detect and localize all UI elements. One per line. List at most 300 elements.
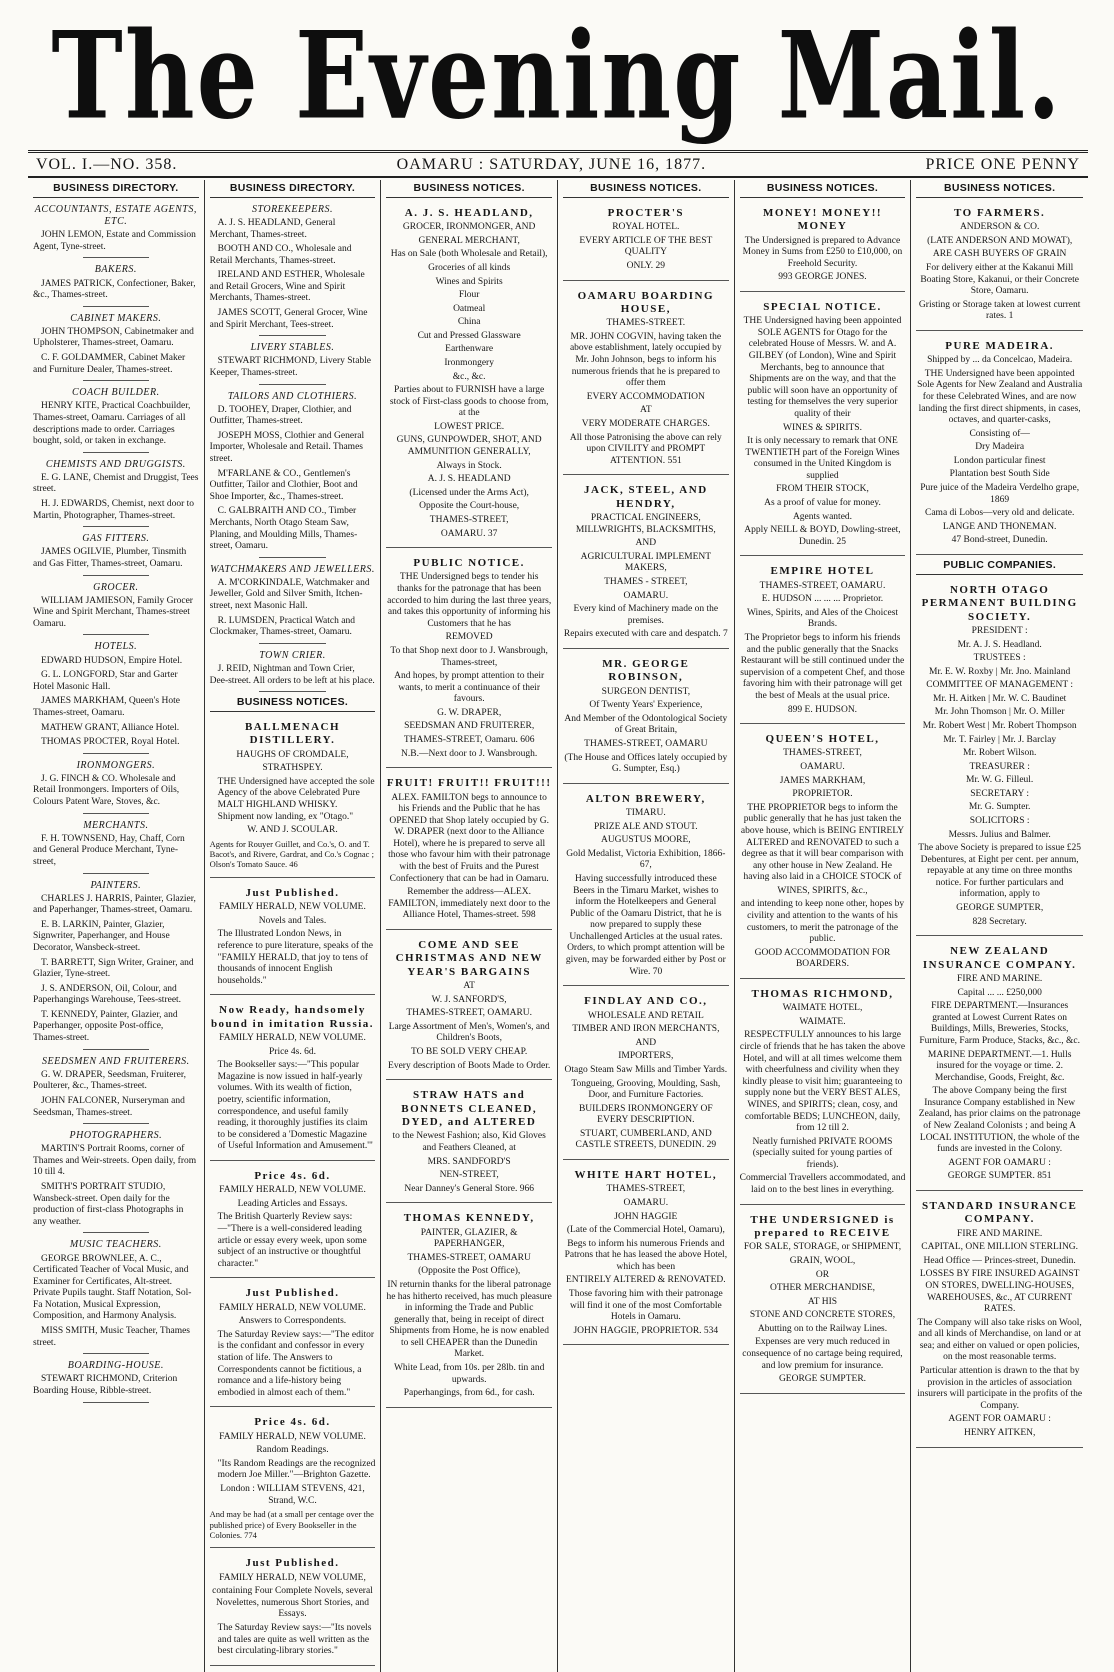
advertisement-line: JOHN HAGGIE	[614, 1211, 678, 1222]
company-notice-line: FIRE AND MARINE.	[957, 1228, 1043, 1239]
advertisement	[386, 934, 552, 1080]
advertisement-line: GUNS, GUNPOWDER, SHOT, AND AMMUNITION GENERALLY,	[396, 435, 542, 458]
directory-section-title: PAINTERS.	[90, 879, 142, 891]
advertisement-line: Price 4s. 6d.	[269, 1046, 316, 1057]
advertisement-title: Just Published.	[245, 1557, 340, 1570]
company-notice-line: Mr. T. Fairley | Mr. J. Barclay	[943, 734, 1057, 745]
advertisement-line: MR. JOHN COGVIN, having taken the above establishment, lately occupied by Mr. John Johnson, begs to inform his numerous friends that he is prepared to offer them	[569, 331, 722, 389]
advertisement-line: MRS. SANDFORD'S	[427, 1156, 511, 1167]
company-notice-line: PRESIDENT :	[971, 625, 1028, 636]
advertisement-title: FINDLAY AND CO.,	[584, 995, 708, 1008]
advertisement-title: THOMAS KENNEDY,	[403, 1212, 535, 1225]
advertisement-line: London particular finest	[953, 455, 1046, 466]
company-notice-line: Mr. W. G. Filleul.	[966, 775, 1034, 786]
advertisement-line: Oatmeal	[453, 303, 486, 314]
directory-entry: T. KENNEDY, Painter, Glazier, and Paperhanger, opposite Post-office, Thames-street.	[33, 1009, 178, 1044]
advertisement-line: PRACTICAL ENGINEERS, MILLWRIGHTS, BLACKSMITHS,	[575, 513, 716, 535]
advertisement-line: As a proof of value for money.	[764, 498, 881, 508]
advertisement-line: Always in Stock.	[436, 460, 502, 471]
advertisement-line: Near Danney's General Store. 966	[404, 1183, 534, 1194]
advertisement-line: WHOLESALE AND RETAIL	[587, 1010, 704, 1021]
directory-section-title: LIVERY STABLES.	[250, 342, 335, 354]
advertisement-title: THOMAS RICHMOND,	[751, 987, 894, 1000]
directory-entry: J. G. FINCH & CO. Wholesale and Retail Ironmongers. Importers of Oils, Colours Patent Ware, Stoves, &c.	[33, 773, 180, 808]
advertisement-line: ROYAL HOTEL.	[612, 222, 680, 233]
advertisement-line: THE Undersigned have been appointed Sole Agents for New Zealand and Australia for these Celebrated Wines, and are now landing the first direct shipments, in cases, octaves, and quarter-casks,	[917, 368, 1083, 426]
directory-entry: JAMES SCOTT, General Grocer, Wine and Spirit Merchant, Tees-street.	[209, 308, 368, 330]
advertisement-line: TO BE SOLD VERY CHEAP.	[411, 1047, 528, 1058]
advertisement-line: Abutting on to the Railway Lines.	[757, 1323, 888, 1334]
advertisement-line: Cama di Lobos—very old and delicate.	[925, 508, 1075, 519]
advertisement-title: BALLMENACH DISTILLERY.	[244, 720, 341, 747]
advertisement	[563, 285, 729, 476]
directory-entry: F. H. TOWNSEND, Hay, Chaff, Corn and General Produce Merchant, Tyne-street,	[33, 833, 185, 867]
advertisement-line: GRAIN, WOOL,	[789, 1255, 856, 1266]
company-notice	[916, 940, 1083, 1191]
section-divider	[259, 557, 325, 558]
directory-entry: THOMAS PROCTER, Royal Hotel.	[41, 737, 180, 748]
advertisement-line: Answers to Correspondents.	[238, 1316, 347, 1327]
advertisement-line: Gristing or Storage taken at lowest current rates. 1	[918, 299, 1081, 322]
advertisement-line: AND	[635, 538, 657, 549]
advertisement-line: OAMARU. 37	[440, 528, 498, 539]
advertisement-line: GENERAL MERCHANT,	[418, 235, 520, 246]
company-notice-line: GEORGE SUMPTER,	[956, 903, 1044, 914]
advertisement-line: THAMES-STREET, OAMARU.	[406, 1008, 533, 1019]
advertisement-title: FRUIT! FRUIT!! FRUIT!!!	[386, 777, 552, 790]
company-notice	[916, 1195, 1083, 1448]
advertisement-line: EVERY ARTICLE OF THE BEST QUALITY	[579, 235, 713, 258]
advertisement-title: ALTON BREWERY,	[585, 792, 706, 805]
advertisement-title: PROCTER'S	[607, 206, 685, 219]
directory-entry: D. TOOHEY, Draper, Clothier, and Outfitter, Thames-street.	[209, 404, 352, 427]
advertisement-line: China	[457, 317, 481, 328]
advertisement-line: THE PROPRIETOR begs to inform the public generally that he has just taken the above house, which is BEING ENTIRELY ALTERED and RENOVATED to such a degree as that it will bear comparison with any other house in New Zealand. He having also laid in a CHOICE STOCK of	[740, 802, 905, 883]
advertisement-line: &c., &c.	[452, 371, 486, 382]
advertisement-line: THAMES-STREET,	[606, 1184, 686, 1195]
advertisement	[210, 882, 376, 995]
advertisement-title: STRAW HATS and BONNETS CLEANED, DYED, and ALTERED	[401, 1089, 538, 1128]
directory-entry: A. J. S. HEADLAND, General Merchant, Thames-street.	[209, 217, 336, 240]
company-notice-line: TRUSTEES :	[973, 653, 1026, 664]
company-notice-line: Capital ... ... £250,000	[957, 987, 1042, 998]
advertisement-line: RESPECTFULLY announces to his large circle of friends that he has taken the above Hotel, and will at all times welcome them with cheerfulness and civility when they kindly please to visit him; guaranteeing to supply none but the VERY BEST ALES, WINES, and SPIRITS; clean, cosy, and comfortable BEDS; LUNCHEON, daily, from 12 till 2.	[739, 1030, 906, 1134]
section-divider	[83, 575, 149, 576]
advertisement-line: Novels and Tales.	[258, 915, 327, 926]
advertisement-line: Otago Steam Saw Mills and Timber Yards.	[564, 1064, 728, 1075]
advertisement	[386, 1084, 552, 1203]
advertisement	[563, 653, 729, 784]
advertisement-line: ALEX. FAMILTON begs to announce to his Friends and the Public that he has OPENED that Shop lately occupied by G. W. DRAPER (next door to the Alliance Hotel), where he is prepared to serve all those who favour him with their patronage with the best of Fruits and the Purest Confectionery that can be had in Oamaru.	[388, 792, 551, 884]
section-divider	[83, 1232, 149, 1233]
directory-entry: E. G. LANE, Chemist and Druggist, Tees street.	[33, 472, 199, 495]
column-header: BUSINESS NOTICES.	[386, 182, 552, 198]
company-notice-line: AGENT FOR OAMARU :	[948, 1157, 1051, 1168]
directory-section-title: GAS FITTERS.	[82, 533, 150, 545]
advertisement-line: Apply NEILL & BOYD, Dowling-street, Dunedin. 25	[744, 525, 901, 547]
advertisement-line: ENTIRELY ALTERED & RENOVATED.	[565, 1275, 726, 1286]
advertisement-title: A. J. S. HEADLAND,	[404, 206, 534, 219]
advertisement-signature: London : WILLIAM STEVENS, 421, Strand, W.C.	[220, 1484, 365, 1506]
advertisement-line: (Late of the Commercial Hotel, Oamaru),	[566, 1225, 725, 1236]
section-divider	[83, 1402, 149, 1403]
advertisement-line: JOHN HAGGIE, PROPRIETOR. 534	[573, 1325, 719, 1336]
advertisement-title: Just Published.	[245, 1287, 340, 1300]
advertisement-line: VERY MODERATE CHARGES.	[581, 418, 710, 429]
company-notice-line: FIRE AND MARINE.	[957, 974, 1043, 985]
advertisement	[740, 728, 906, 979]
advertisement-line: STRATHSPEY.	[262, 763, 323, 774]
section-divider	[83, 526, 149, 527]
section-divider	[83, 1123, 149, 1124]
directory-entry: JOSEPH MOSS, Clothier and General Importer, Wholesale and Retail. Thames street.	[209, 430, 365, 465]
advertisement-title: PURE MADEIRA.	[945, 339, 1055, 352]
advertisement-line: Plantation best South Side	[949, 469, 1050, 480]
advertisement-line: AND	[635, 1037, 657, 1048]
advertisement-line: GROCER, IRONMONGER, AND	[402, 222, 536, 233]
advertisement-line: A. J. S. HEADLAND	[427, 474, 511, 485]
directory-entry: BOOTH AND CO., Wholesale and Retail Merchants, Thames-street.	[209, 244, 352, 266]
advertisement	[563, 202, 729, 281]
advertisement	[210, 716, 376, 878]
directory-entry: T. BARRETT, Sign Writer, Grainer, and Glazier, Tyne-street.	[33, 957, 194, 980]
directory-entry: MATHEW GRANT, Alliance Hotel.	[41, 722, 180, 733]
advertisement-line: Ironmongery	[444, 357, 494, 368]
advertisement-line: BUILDERS IRONMONGERY OF EVERY DESCRIPTION.	[578, 1103, 713, 1126]
advertisement-body: "Its Random Readings are the recognized modern Joe Miller."—Brighton Gazette.	[217, 1458, 376, 1481]
section-divider	[83, 753, 149, 754]
company-notice-line: GEORGE SUMPTER. 851	[947, 1171, 1052, 1182]
advertisement-title: COME AND SEE CHRISTMAS AND NEW YEAR'S BARGAINS	[395, 938, 543, 978]
advertisement-line: AUGUSTUS MOORE,	[600, 835, 691, 846]
advertisement-line: Having successfully introduced these Beers in the Timaru Market, wishes to inform the Hotelkeepers and General Public of the Oamaru District, that he is now prepared to supply these Unchallenged Articles at the usual rates. Orders, to which prompt attention will be given, may be forwarded either by Post or Wire. 70	[565, 874, 726, 977]
advertisement-line: Random Readings.	[256, 1445, 329, 1456]
advertisement-line: Leading Articles and Essays.	[237, 1198, 348, 1209]
section-divider	[83, 1353, 149, 1354]
directory-entry: WILLIAM JAMIESON, Family Grocer Wine and Spirit Merchant, Thames-street Oamaru.	[33, 595, 193, 629]
advertisement-title: EMPIRE HOTEL	[770, 565, 875, 578]
advertisement-line: LANGE AND THONEMAN.	[942, 521, 1057, 532]
advertisement-line: It is only necessary to remark that ONE TWENTIETH part of the Foreign Wines consumed in the United Kingdom is supplied	[745, 436, 900, 481]
advertisement-line: LOWEST PRICE.	[434, 421, 505, 432]
advertisement-title: OAMARU BOARDING HOUSE,	[577, 289, 715, 315]
directory-section-title: IRONMONGERS.	[76, 759, 156, 771]
advertisement-body: The Bookseller says:—"This popular Magazine is now issued in half-yearly volumes. With its wealth of fiction, poetry, scientific information, correspondence, and useful family reading, it thoroughly justifies its claim to be considered a 'Domestic Magazine of Useful Information and Amusement.'"	[217, 1060, 373, 1152]
advertisement-title: MR. GEORGE ROBINSON,	[602, 657, 690, 684]
advertisement-line: The Undersigned is prepared to Advance Money in Sums from £250 to £10,000, on Freehold Security.	[742, 235, 903, 269]
advertisement-line: THAMES - STREET,	[604, 576, 688, 587]
advertisement-title: TO FARMERS.	[954, 206, 1046, 219]
directory-entry: H. J. EDWARDS, Chemist, next door to Martin, Photographer, Thames-street.	[33, 499, 195, 521]
advertisement-line: Those favoring him with their patronage will find it one of the most Comfortable Hotels in Oamaru.	[568, 1289, 723, 1323]
advertisement-title: PUBLIC NOTICE.	[413, 557, 525, 570]
advertisement-line: White Lead, from 10s. per 28lb. tin and upwards.	[393, 1363, 545, 1385]
dateline	[28, 150, 1088, 178]
advertisement-body: The Illustrated London News, in reference to pure literature, speaks of the "FAMILY HERALD, that joy to tens of thousands of innocent English households."	[217, 929, 374, 986]
advertisement-line: OR	[815, 1269, 830, 1280]
directory-entry: STEWART RICHMOND, Livery Stable Keeper, Thames-street.	[209, 356, 372, 378]
advertisement-title: Price 4s. 6d.	[254, 1169, 331, 1182]
advertisement	[563, 479, 729, 649]
advertisement-line: OTHER MERCHANDISE,	[769, 1283, 875, 1294]
advertisement-line: Parties about to FURNISH have a large stock of First-class goods to choose from, at the	[389, 385, 549, 419]
column-3	[381, 180, 558, 1672]
advertisement-line: THAMES-STREET,	[429, 514, 509, 525]
company-notice-line: Particular attention is drawn to the that by provision in the articles of association insurers will participate in the profits of the Company.	[917, 1366, 1083, 1411]
advertisement-line: All those Patronising the above can rely upon CIVILITY and PROMPT ATTENTION. 551	[569, 432, 722, 466]
company-notice-line: Mr. John Thomson | Mr. O. Miller	[934, 707, 1065, 718]
directory-section-title: TAILORS AND CLOTHIERS.	[227, 390, 358, 402]
advertisement-line: Has on Sale (both Wholesale and Retail),	[390, 249, 548, 260]
column-header: BUSINESS DIRECTORY.	[33, 182, 199, 198]
advertisement-title: SPECIAL NOTICE.	[763, 300, 882, 313]
place-date: OAMARU : SATURDAY, JUNE 16, 1877.	[396, 155, 707, 173]
directory-entry: R. LUMSDEN, Practical Watch and Clockmaker, Thames-street, Oamaru.	[209, 615, 355, 638]
directory-entry: G. W. DRAPER, Seedsman, Fruiterer, Poulterer, &c., Thames-street.	[33, 1069, 187, 1092]
directory-section-title: MUSIC TEACHERS.	[69, 1239, 162, 1251]
company-notice-line: COMMITTEE OF MANAGEMENT :	[926, 680, 1074, 691]
advertisement-line: N.B.—Next door to J. Wansbrough.	[401, 748, 538, 759]
price: PRICE ONE PENNY	[925, 155, 1080, 173]
section-divider	[259, 691, 325, 692]
advertisement-line: WAIMATE.	[799, 1016, 846, 1027]
advertisement	[563, 990, 729, 1160]
section-divider	[83, 306, 149, 307]
advertisement-line: PROPRIETOR.	[792, 789, 853, 800]
advertisement-line: FROM THEIR STOCK,	[776, 484, 869, 495]
advertisement-line: Consisting of—	[969, 428, 1030, 439]
column-header: BUSINESS NOTICES.	[210, 696, 376, 712]
advertisement-line: AT	[640, 405, 652, 416]
section-divider	[259, 384, 325, 385]
directory-entry: JAMES PATRICK, Confectioner, Baker, &c., Thames-street.	[33, 278, 196, 301]
directory-entry: C. F. GOLDAMMER, Cabinet Maker and Furniture Dealer, Thames-street.	[33, 353, 186, 375]
advertisement	[386, 552, 552, 768]
directory-entry: JOHN FALCONER, Nurseryman and Seedsman, Thames-street.	[33, 1095, 185, 1118]
advertisement-line: Groceries of all kinds	[428, 262, 511, 273]
directory-entry: IRELAND AND ESTHER, Wholesale and Retail Grocers, Wine and Spirit Merchants, Thames-street.	[209, 270, 365, 304]
section-divider	[83, 1049, 149, 1050]
advertisement-line: SEEDSMAN AND FRUITERER,	[404, 721, 535, 732]
directory-entry: GEORGE BROWNLEE, A. C., Certificated Teacher of Vocal Music, and Examiner for Certificates, Alt-street. Private Pupils taught. Staff Notation, Sol-Fa Notation, Musical Expression, Composition, and Harmony Analysis.	[33, 1253, 192, 1322]
advertisement	[386, 1207, 552, 1408]
advertisement-line: To that Shop next door to J. Wansbrough, Thames-street,	[390, 645, 548, 668]
company-notice-line: Mr. H. Aitken | Mr. W. C. Baudinet	[933, 693, 1067, 704]
advertisement-line: THAMES-STREET, OAMARU	[584, 738, 708, 749]
directory-entry: JAMES OGILVIE, Plumber, Tinsmith and Gas Fitter, Thames-street, Oamaru.	[33, 547, 187, 569]
directory-section-title: TOWN CRIER.	[259, 649, 326, 661]
directory-entry: M'FARLANE & CO., Gentlemen's Outfitter, Tailor and Clothier, Boot and Shoe Importer, &c., Thames-street.	[209, 468, 358, 502]
company-notice-line: The Company will also take risks on Wool, and all kinds of Merchandise, on land or at sea; and either on valued or open policies, on the most reasonable terms.	[917, 1317, 1082, 1363]
directory-section-title: MERCHANTS.	[83, 819, 149, 831]
directory-section-title: COACH BUILDER.	[72, 387, 160, 399]
directory-entry: CHARLES J. HARRIS, Painter, Glazier, and Paperhanger, Thames-street, Oamaru.	[33, 893, 196, 916]
advertisement-line: AT	[463, 981, 475, 992]
directory-entry: G. L. LONGFORD, Star and Garter Hotel Masonic Hall.	[33, 670, 178, 692]
advertisement-line: Paperhangings, from 6d., for cash.	[403, 1388, 535, 1399]
advertisement-line: THAMES-STREET.	[606, 318, 686, 329]
column-4	[558, 180, 735, 1672]
section-divider	[83, 452, 149, 453]
advertisement-line: Earthenware	[445, 344, 494, 355]
advertisement-line: THAMES-STREET, OAMARU	[407, 1252, 531, 1263]
advertisement-line: AGRICULTURAL IMPLEMENT MAKERS,	[580, 551, 712, 574]
company-notice-line: Messrs. Julius and Balmer.	[948, 829, 1051, 840]
company-notice-line: FIRE DEPARTMENT.—Insurances granted at Lowest Current Rates on Buildings, Mills, Breweries, Stocks, Furniture, Farm Produce, Stacks, &c., &c.	[919, 1001, 1080, 1046]
advertisement-line: Commercial Travellers accommodated, and laid on to the best lines in everything.	[739, 1173, 906, 1195]
advertisement-line: OAMARU.	[800, 762, 845, 773]
directory-section-title: PHOTOGRAPHERS.	[69, 1130, 163, 1142]
advertisement-line: REMOVED	[445, 632, 493, 643]
company-notice-line: Mr. E. W. Roxby | Mr. Jno. Mainland	[929, 666, 1071, 677]
columns	[28, 180, 1088, 1657]
company-notice-line: The above Society is prepared to issue £25 Debentures, at Eight per cent. per annum, repayable at any time on three months notice. For further particulars and information, apply to	[918, 843, 1082, 900]
advertisement-line: Tongueing, Grooving, Moulding, Sash, Door, and Furniture Factories.	[571, 1078, 721, 1101]
advertisement-line: Pure juice of the Madeira Verdelho grape, 1869	[920, 483, 1080, 505]
advertisement-body: The Saturday Review says:—"The editor is the confidant and confessor in every station of life. The Answers to Correspondents cannot be fictitious, a romance and a life-history being embodied in almost each of them."	[217, 1329, 375, 1398]
advertisement-line: Repairs executed with care and despatch. 7	[563, 629, 728, 640]
advertisement-line: Wines, Spirits, and Ales of the Choicest Brands.	[746, 607, 899, 630]
advertisement	[210, 1552, 376, 1665]
advertisement-title: MONEY! MONEY!! MONEY	[762, 206, 883, 233]
advertisement-line: WAIMATE HOTEL,	[782, 1003, 863, 1014]
advertisement-line: AT HIS	[807, 1296, 838, 1307]
advertisement-line: FAMILY HERALD, NEW VOLUME.	[219, 1185, 366, 1196]
advertisement-line: (The House and Offices lately occupied by G. Sumpter, Esq.)	[564, 752, 728, 775]
advertisement-line: THE Undersigned having been appointed SOLE AGENTS for Otago for the celebrated House of Messrs. W. and A. GILBEY (of London), Wine and Spirit Merchants, beg to announce that Shipments are on the way, and that the public will soon have an opportunity of testing for themselves the very superior quality of their	[743, 316, 902, 419]
company-notice-line: The above Company being the first Insurance Company established in New Zealand, has prior claims on the patronage of New Zealand Colonists ; and being A LOCAL INSTITUTION, the whole of the funds are invested in the Colony.	[918, 1086, 1081, 1155]
advertisement-line: ARE CASH BUYERS OF GRAIN	[932, 249, 1067, 260]
advertisement-line: EVERY ACCOMMODATION	[586, 391, 705, 402]
column-header: BUSINESS NOTICES.	[916, 182, 1083, 198]
advertisement-line: TIMBER AND IRON MERCHANTS,	[572, 1024, 720, 1035]
advertisement-line: 899 E. HUDSON.	[787, 704, 858, 715]
advertisement-line: WINES & SPIRITS.	[783, 422, 862, 433]
advertisement-line: FAMILY HERALD, NEW VOLUME.	[219, 1302, 366, 1313]
advertisement-line: OAMARU.	[623, 590, 669, 601]
advertisement-line: 993 GEORGE JONES.	[778, 272, 867, 283]
directory-section-title: WATCHMAKERS AND JEWELLERS.	[210, 563, 375, 575]
column-header: PUBLIC COMPANIES.	[916, 559, 1083, 575]
directory-section-title: BOARDING-HOUSE.	[67, 1360, 164, 1372]
company-notice-line: SECRETARY :	[970, 788, 1030, 799]
section-divider	[259, 643, 325, 644]
advertisement-line: Every kind of Machinery made on the premises.	[573, 604, 719, 626]
advertisement-note: Agents for Rouyer Guillet, and Co.'s, O. and T. Bacot's, and Rivere, Gardrat, and Co.'s Cognac ; Olson's Tomato Sauce. 46	[209, 838, 374, 870]
advertisement	[740, 1209, 906, 1394]
advertisement-line: containing Four Complete Novels, several Novelettes, numerous Short Stories, and Essays.	[212, 1586, 373, 1620]
advertisement	[210, 999, 376, 1161]
advertisement-line: And Member of the Odontological Society of Great Britain,	[564, 713, 728, 736]
masthead	[0, 0, 1114, 150]
column-2	[205, 180, 382, 1672]
directory-entry: A. M'CORKINDALE, Watchmaker and Jeweller, Gold and Silver Smith, Itchen-street, next Masonic Hall.	[209, 577, 370, 611]
advertisement-line: Agents wanted.	[792, 511, 853, 522]
advertisement-line: FOR SALE, STORAGE, or SHIPMENT,	[743, 1242, 902, 1253]
advertisement-line: THAMES-STREET, Oamaru. 606	[403, 735, 535, 745]
company-notice-line: 828 Secretary.	[972, 916, 1027, 927]
advertisement-title: Now Ready, handsomely bound in imitation Russia.	[210, 1004, 375, 1030]
advertisement-line: The Proprietor begs to inform his friends and the public generally that the Snacks Restaurant will be still continued under the supervision of a competent Chef, and those favoring him with their patronage will get the best of Meals at the usual price.	[740, 633, 905, 701]
advertisement-line: WINES, SPIRITS, &c.,	[777, 885, 868, 896]
directory-section-title: SEEDSMEN AND FRUITERERS.	[42, 1055, 190, 1067]
advertisement-title: WHITE HART HOTEL,	[574, 1168, 718, 1181]
advertisement-line: W. J. SANFORD'S,	[431, 994, 507, 1005]
advertisement-line: Of Twenty Years' Experience,	[589, 700, 703, 711]
column-1	[28, 180, 205, 1672]
column-6	[911, 180, 1088, 1672]
advertisement-line: IMPORTERS,	[618, 1051, 674, 1062]
company-notice-line: Mr. Robert Wilson.	[962, 748, 1037, 759]
advertisement	[210, 1282, 376, 1407]
column-header: BUSINESS NOTICES.	[740, 182, 906, 198]
directory-section-title: CABINET MAKERS.	[70, 312, 162, 324]
advertisement	[740, 983, 906, 1205]
advertisement-line: Every description of Boots Made to Order.	[388, 1060, 551, 1071]
advertisement-line: 47 Bond-street, Dunedin.	[951, 535, 1048, 546]
advertisement	[386, 772, 552, 930]
advertisement-line: TIMARU.	[625, 808, 666, 819]
advertisement	[740, 560, 906, 724]
directory-section-title: ACCOUNTANTS, ESTATE AGENTS, ETC.	[34, 203, 197, 227]
advertisement-line: Begs to inform his numerous Friends and Patrons that he has leased the above Hotel, which has been	[564, 1238, 728, 1272]
column-header: BUSINESS DIRECTORY.	[210, 182, 376, 198]
advertisement-line: Dry Madeira	[975, 442, 1025, 453]
advertisement-line: GEORGE SUMPTER.	[778, 1374, 867, 1385]
advertisement-line: FAMILY HERALD, NEW VOLUME.	[219, 902, 366, 913]
advertisement-line: (LATE ANDERSON AND MOWAT),	[927, 235, 1073, 246]
advertisement	[916, 202, 1083, 331]
advertisement-note: And may be had (at a small per centage over the published price) of Every Bookseller in the Colonies. 774	[209, 1509, 374, 1540]
directory-section-title: CHEMISTS AND DRUGGISTS.	[45, 458, 186, 470]
company-notice-title: NEW ZEALAND INSURANCE COMPANY.	[922, 945, 1077, 971]
company-notice-line: Mr. G. Sumpter.	[968, 802, 1031, 813]
advertisement-line: Opposite the Court-house,	[419, 501, 520, 512]
advertisement-line: to the Newest Fashion; also, Kid Gloves and Feathers Cleaned, at	[392, 1131, 546, 1153]
company-notice-line: Mr. A. J. S. Headland.	[957, 639, 1042, 650]
advertisement	[210, 1165, 376, 1278]
advertisement-line: FAMILY HERALD, NEW VOLUME.	[219, 1033, 366, 1044]
directory-section-title: GROCER.	[93, 581, 139, 593]
advertisement-body: THE Undersigned have accepted the sole Agency of the above Celebrated Pure MALT HIGHLAND WHISKY. Shipment now landing, ex "Otago."	[217, 776, 375, 822]
advertisement-line: (Opposite the Post Office),	[418, 1266, 521, 1277]
advertisement-line: GOOD ACCOMMODATION FOR BOARDERS.	[754, 947, 891, 970]
directory-entry: SMITH'S PORTRAIT STUDIO, Wansbeck-street. Open daily for the production of first-class Photographs in any weather.	[33, 1182, 184, 1227]
advertisement-line: Wines and Spirits	[435, 276, 503, 287]
advertisement-line: THAMES-STREET, OAMARU.	[759, 580, 886, 591]
directory-entry: HENRY KITE, Practical Coachbuilder, Thames-street, Oamaru. Carriages of all descriptions made to order. Carriages bought, sold, or taken in exchange.	[33, 401, 191, 447]
company-notice-line: LOSSES BY FIRE INSURED AGAINST ON STORES, DWELLING-HOUSES, WAREHOUSES, &c., AT CURRENT RATES.	[919, 1269, 1080, 1315]
advertisement-line: ANDERSON & CO.	[959, 222, 1040, 233]
advertisement-line: Flour	[458, 290, 480, 301]
advertisement	[563, 788, 729, 987]
advertisement-line: ONLY. 29	[626, 260, 666, 271]
section-divider	[83, 634, 149, 635]
advertisement-line: STONE AND CONCRETE STORES,	[749, 1310, 896, 1321]
advertisement-line: HAUGHS OF CROMDALE,	[236, 749, 349, 760]
advertisement	[740, 296, 906, 556]
company-notice	[916, 579, 1083, 937]
advertisement-title: Price 4s. 6d.	[254, 1416, 331, 1429]
company-notice-title: NORTH OTAGO PERMANENT BUILDING SOCIETY.	[921, 583, 1078, 623]
advertisement-line: Shipped by ... da Concelcao, Madeira.	[927, 355, 1073, 366]
directory-entry: STEWART RICHMOND, Criterion Boarding House, Ribble-street.	[33, 1374, 178, 1396]
advertisement-body: The Saturday Review says:—"Its novels and tales are quite as well written as the best circulating-library stories."	[217, 1623, 372, 1657]
directory-entry: JOHN THOMPSON, Cabinetmaker and Upholsterer, Thames-street, Oamaru.	[33, 326, 194, 349]
advertisement-line: NEN-STREET,	[439, 1170, 499, 1181]
company-notice-line: MARINE DEPARTMENT.—1. Hulls insured for the voyage or time. 2. Merchandise, Goods, Freight, &c.	[927, 1049, 1072, 1083]
advertisement	[386, 202, 552, 548]
